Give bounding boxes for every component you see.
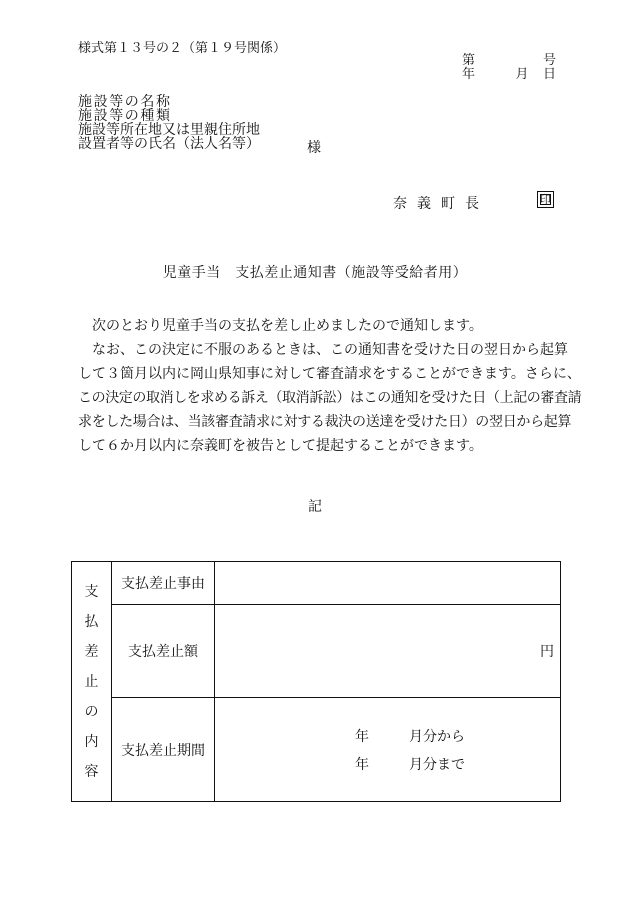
amount-label: 支払差止額 [112, 605, 215, 698]
section-label-char: 差 [84, 643, 99, 660]
notice-body [78, 314, 582, 458]
body-line: して３箇月以内に岡山県知事に対して審査請求をすることができます。さらに、 [78, 366, 581, 382]
period-to [355, 754, 465, 774]
seal-mark: 印 [537, 191, 554, 208]
period-from-year: 年 [355, 729, 369, 745]
section-label-char: 容 [84, 763, 99, 780]
reason-label: 支払差止事由 [112, 562, 215, 605]
document-number-and-date [462, 54, 556, 82]
amount-row [72, 605, 561, 698]
doc-number-go: 号 [542, 53, 556, 68]
issuer-name: 奈義町長 [393, 196, 489, 212]
section-label [72, 562, 112, 802]
period-label: 支払差止期間 [112, 698, 215, 802]
section-label-char: 止 [84, 673, 99, 690]
amount-unit: 円 [540, 644, 554, 660]
facility-fields [78, 95, 260, 151]
date-year: 年 [462, 67, 476, 82]
body-line: 次のとおり児童手当の支払を差し止めましたので通知します。 [78, 318, 483, 334]
period-to-year: 年 [355, 757, 369, 773]
period-row [72, 698, 561, 802]
ki-heading: 記 [308, 499, 322, 515]
facility-address-label: 施設等所在地又は里親住所地 [78, 122, 260, 138]
date-row [462, 68, 556, 82]
form-number: 様式第１３号の２（第１９号関係） [78, 41, 287, 56]
document-number-row [462, 54, 556, 68]
body-line: 求をした場合は、当該審査請求に対する裁決の送達を受けた日）の翌日から起算 [78, 414, 572, 430]
document-title: 児童手当 支払差止通知書（施設等受給者用） [162, 265, 468, 281]
date-month: 月 [515, 67, 529, 82]
section-label-char: の [84, 703, 99, 720]
reason-value[interactable] [215, 562, 561, 605]
honorific: 様 [307, 140, 321, 156]
body-line: この決定の取消しを求める訴え（取消訴訟）はこの通知を受けた日（上記の審査請 [78, 390, 582, 406]
body-line: なお、この決定に不服のあるときは、この通知書を受けた日の翌日から起算 [78, 342, 568, 358]
period-to-suffix: 月分まで [409, 757, 465, 773]
facility-name-label: 施設等の名称 [78, 94, 172, 110]
period-from [355, 726, 465, 746]
body-line: して６か月以内に奈義町を被告として提起することができます。 [78, 438, 483, 454]
facility-type-label: 施設等の種類 [78, 108, 172, 124]
period-from-suffix: 月分から [409, 729, 465, 745]
date-day: 日 [542, 67, 556, 82]
amount-value[interactable] [215, 605, 561, 698]
suspension-details-table [71, 561, 561, 802]
period-value[interactable] [215, 698, 561, 802]
section-label-char: 払 [84, 613, 99, 630]
doc-number-dai: 第 [462, 53, 476, 68]
section-label-char: 支 [84, 583, 99, 600]
section-label-char: 内 [84, 733, 99, 750]
reason-row [72, 562, 561, 605]
operator-name-label: 設置者等の氏名（法人名等） [78, 136, 260, 152]
